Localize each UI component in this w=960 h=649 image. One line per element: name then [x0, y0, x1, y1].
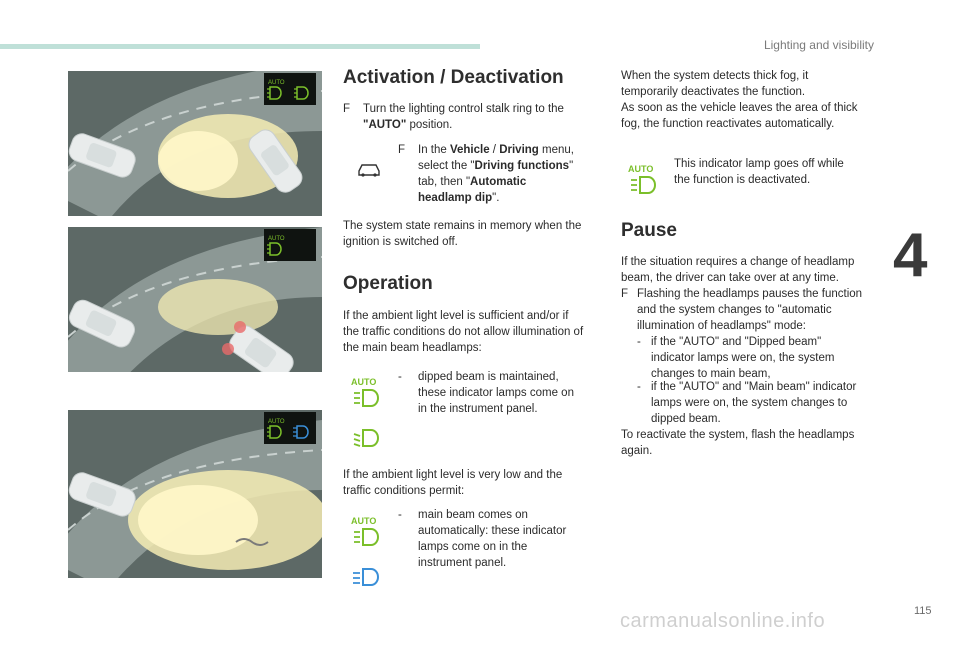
case-text: changes to main beam,	[651, 368, 771, 380]
main-beam-text: instrument panel.	[418, 557, 507, 569]
menu-text: In the	[418, 144, 450, 156]
reactivate-text: To reactivate the system, flash the headlamps	[621, 429, 855, 441]
case-text: dipped beam.	[651, 413, 721, 425]
main-beam-text: automatically: these indicator	[418, 525, 567, 537]
stalk-text-auto: "AUTO"	[363, 119, 407, 131]
bullet-marker: F	[621, 288, 629, 300]
main-beam-text: main beam comes on	[418, 509, 528, 521]
menu-text: ".	[492, 192, 500, 204]
main-beam-note	[398, 507, 598, 573]
header-accent-bar	[0, 44, 480, 49]
case-text: lamps were on, the system changes to	[651, 397, 848, 409]
memory-text: ignition is switched off.	[343, 236, 458, 248]
svg-text:AUTO: AUTO	[351, 516, 377, 526]
main-beam-text: lamps come on in the	[418, 541, 528, 553]
illustration-oncoming-car	[68, 227, 322, 372]
dipped-text: dipped beam is maintained,	[418, 371, 559, 383]
pause-text: beam, the driver can take over at any time.	[621, 272, 839, 284]
dipped-beam-icon	[349, 427, 383, 454]
main-beam-icon	[349, 566, 383, 593]
dipped-text: these indicator lamps come on	[418, 387, 574, 399]
auto-headlamp-icon	[626, 163, 660, 202]
lamp-off-text: the function is deactivated.	[674, 174, 811, 186]
fog-text: fog, the function reactivates automatically.	[621, 118, 835, 130]
menu-vehicle: Vehicle	[449, 144, 490, 156]
menu-sep: /	[489, 144, 500, 156]
flash-text: illumination of headlamps" mode:	[637, 320, 807, 332]
operation-intro	[343, 308, 608, 356]
case-text: if the "AUTO" and "Dipped beam"	[651, 336, 822, 348]
case-text: if the "AUTO" and "Main beam" indicator	[651, 381, 857, 393]
pause-title: Pause	[621, 220, 677, 241]
low-light-intro	[343, 467, 608, 499]
flash-instruction	[621, 286, 891, 334]
dash-marker: -	[637, 381, 641, 393]
memory-note	[343, 218, 608, 250]
reactivate-note	[621, 427, 891, 459]
watermark: carmanualsonline.info	[620, 610, 826, 632]
svg-text:AUTO: AUTO	[628, 164, 654, 174]
illustration-main-beam	[68, 410, 322, 578]
dash-marker: -	[398, 371, 402, 383]
menu-text: "	[569, 160, 574, 172]
stalk-instruction	[343, 101, 603, 135]
dash-marker: -	[637, 336, 641, 348]
pause-intro	[621, 254, 891, 286]
dashboard-indicators	[264, 412, 316, 444]
svg-text:AUTO: AUTO	[268, 80, 285, 86]
fog-text: temporarily deactivates the function.	[621, 86, 806, 98]
operation-text: the traffic conditions do not allow illumination of	[343, 326, 584, 338]
page-number: 115	[914, 605, 932, 617]
reactivate-text: again.	[621, 445, 653, 457]
low-light-text: traffic conditions permit:	[343, 485, 465, 497]
dash-marker: -	[398, 509, 402, 521]
lamp-off-note	[674, 156, 884, 188]
menu-instruction	[398, 142, 598, 208]
memory-text: The system state remains in memory when the	[343, 220, 582, 232]
menu-text: select the "	[418, 160, 475, 172]
dashboard-indicators	[264, 229, 316, 261]
menu-text: tab, then "	[418, 176, 471, 188]
bullet-marker: F	[398, 144, 406, 156]
low-light-text: If the ambient light level is very low and the	[343, 469, 563, 481]
activation-title: Activation / Deactivation	[343, 67, 564, 88]
menu-driving: Driving	[499, 144, 539, 156]
fog-text: As soon as the vehicle leaves the area of thick	[621, 102, 858, 114]
menu-driving-functions: Driving functions	[474, 160, 570, 172]
illustration-dipped-beam	[68, 71, 322, 216]
chapter-number: 4	[893, 221, 928, 290]
operation-text: If the ambient light level is sufficient and/or if	[343, 310, 569, 322]
auto-headlamp-icon	[349, 376, 383, 415]
pause-text: If the situation requires a change of headlamp	[621, 256, 855, 268]
vehicle-icon	[356, 162, 382, 183]
fog-note	[621, 68, 886, 132]
svg-text:AUTO: AUTO	[268, 419, 285, 425]
stalk-text-2: position.	[406, 119, 453, 131]
svg-text:AUTO: AUTO	[351, 377, 377, 387]
case-dipped-to-main	[637, 334, 887, 382]
section-title: Lighting and visibility	[763, 38, 874, 52]
lamp-off-text: This indicator lamp goes off while	[674, 158, 844, 170]
flash-text: and the system changes to "automatic	[637, 304, 832, 316]
flash-text: Flashing the headlamps pauses the function	[637, 288, 863, 300]
dashboard-indicators	[264, 73, 316, 105]
menu-headlamp-dip: headlamp dip	[418, 192, 493, 204]
stalk-text-1: Turn the lighting control stalk ring to the	[363, 103, 564, 115]
dipped-text: in the instrument panel.	[418, 403, 538, 415]
menu-automatic: Automatic	[470, 176, 527, 188]
case-text: indicator lamps were on, the system	[651, 352, 835, 364]
fog-text: When the system detects thick fog, it	[621, 70, 809, 82]
bullet-marker: F	[343, 103, 351, 115]
menu-text: menu,	[538, 144, 574, 156]
svg-text:AUTO: AUTO	[268, 236, 285, 242]
operation-title: Operation	[343, 273, 433, 294]
dipped-beam-note	[398, 369, 598, 419]
case-main-to-dipped	[637, 379, 887, 427]
operation-text: the main beam headlamps:	[343, 342, 482, 354]
auto-headlamp-icon	[349, 515, 383, 554]
